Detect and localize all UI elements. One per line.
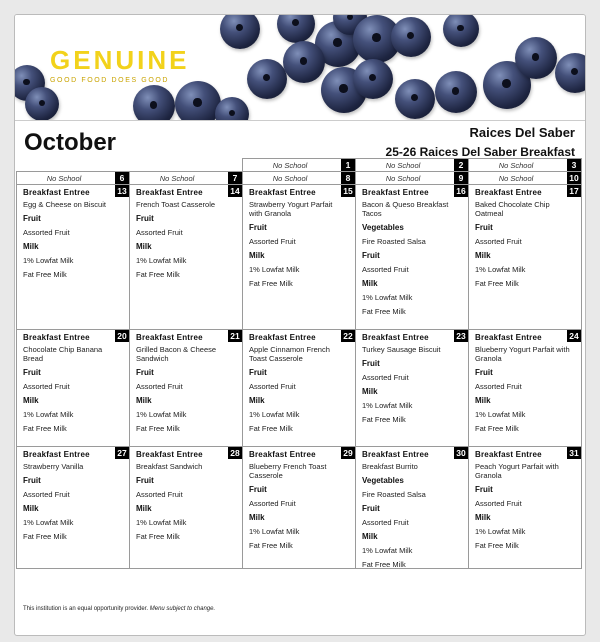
- day-number: 2: [454, 159, 468, 171]
- entree-heading: Breakfast Entree: [23, 450, 90, 459]
- fruit-heading: Fruit: [136, 368, 154, 377]
- fruit-item: Assorted Fruit: [249, 382, 296, 391]
- week-row: [16, 185, 586, 330]
- no-school-label: No School: [46, 174, 82, 183]
- entree-item: Strawberry Yogurt Parfait with Granola: [249, 200, 333, 218]
- fruit-item: Assorted Fruit: [23, 490, 70, 499]
- day-number: 29: [341, 447, 355, 459]
- milk-heading: Milk: [475, 513, 491, 522]
- day-number: 8: [341, 172, 355, 184]
- milk-item: Fat Free Milk: [136, 424, 180, 433]
- day-number: 28: [228, 447, 242, 459]
- week-row: [16, 447, 586, 569]
- blueberry-image: [395, 79, 435, 119]
- fruit-heading: Fruit: [475, 368, 493, 377]
- day-number: 22: [341, 330, 355, 342]
- no-school-cell: [468, 171, 582, 185]
- entree-item: Turkey Sausage Biscuit: [362, 345, 441, 354]
- milk-item: 1% Lowfat Milk: [362, 401, 413, 410]
- no-school-cell: [468, 158, 582, 172]
- blueberry-image: [435, 71, 477, 113]
- entree-heading: Breakfast Entree: [475, 188, 542, 197]
- entree-heading: Breakfast Entree: [362, 450, 429, 459]
- milk-heading: Milk: [475, 396, 491, 405]
- milk-item: Fat Free Milk: [23, 270, 67, 279]
- fruit-heading: Fruit: [249, 485, 267, 494]
- milk-heading: Milk: [362, 532, 378, 541]
- vegetable-item: Fire Roasted Salsa: [362, 237, 426, 246]
- fruit-item: Assorted Fruit: [362, 265, 409, 274]
- entree-heading: Breakfast Entree: [249, 450, 316, 459]
- fruit-item: Assorted Fruit: [249, 499, 296, 508]
- no-school-label: No School: [272, 174, 308, 183]
- day-number: 31: [567, 447, 581, 459]
- blueberry-image: [555, 53, 585, 93]
- milk-item: Fat Free Milk: [362, 560, 406, 569]
- blueberry-image: [277, 15, 315, 43]
- milk-item: Fat Free Milk: [249, 279, 293, 288]
- fruit-heading: Fruit: [475, 223, 493, 232]
- milk-item: 1% Lowfat Milk: [23, 518, 74, 527]
- milk-item: Fat Free Milk: [362, 307, 406, 316]
- day-number: 17: [567, 185, 581, 197]
- entree-item: Blueberry French Toast Casserole: [249, 462, 327, 480]
- week-row: [16, 330, 586, 447]
- entree-heading: Breakfast Entree: [362, 188, 429, 197]
- blueberry-image: [25, 87, 59, 121]
- entree-heading: Breakfast Entree: [136, 450, 203, 459]
- fruit-item: Assorted Fruit: [475, 382, 522, 391]
- milk-item: Fat Free Milk: [475, 541, 519, 550]
- milk-item: 1% Lowfat Milk: [475, 265, 526, 274]
- milk-heading: Milk: [136, 504, 152, 513]
- day-number: 9: [454, 172, 468, 184]
- fruit-heading: Fruit: [23, 214, 41, 223]
- no-school-label: No School: [385, 161, 421, 170]
- fruit-heading: Fruit: [475, 485, 493, 494]
- milk-heading: Milk: [362, 387, 378, 396]
- empty-cell: [16, 158, 130, 172]
- day-number: 6: [115, 172, 129, 184]
- fruit-heading: Fruit: [23, 368, 41, 377]
- entree-item: Baked Chocolate Chip Oatmeal: [475, 200, 550, 218]
- milk-item: Fat Free Milk: [249, 541, 293, 550]
- banner: [15, 15, 585, 121]
- fruit-heading: Fruit: [136, 476, 154, 485]
- blueberry-image: [391, 17, 431, 57]
- milk-item: Fat Free Milk: [475, 279, 519, 288]
- milk-item: 1% Lowfat Milk: [249, 265, 300, 274]
- milk-heading: Milk: [136, 396, 152, 405]
- milk-item: 1% Lowfat Milk: [362, 546, 413, 555]
- equal-opportunity-statement: This institution is an equal opportunity provider.: [23, 606, 149, 612]
- blueberry-image: [283, 41, 325, 83]
- blueberry-image: [215, 97, 249, 121]
- day-number: 30: [454, 447, 468, 459]
- milk-heading: Milk: [249, 396, 265, 405]
- milk-item: 1% Lowfat Milk: [475, 410, 526, 419]
- milk-item: Fat Free Milk: [136, 532, 180, 541]
- day-number: 1: [341, 159, 355, 171]
- day-number: 21: [228, 330, 242, 342]
- weeks-container: [16, 185, 586, 569]
- milk-item: Fat Free Milk: [475, 424, 519, 433]
- milk-heading: Milk: [249, 513, 265, 522]
- no-school-label: No School: [272, 161, 308, 170]
- fruit-heading: Fruit: [249, 223, 267, 232]
- day-number: 24: [567, 330, 581, 342]
- milk-item: 1% Lowfat Milk: [23, 410, 74, 419]
- no-school-cell: [355, 158, 469, 172]
- fruit-heading: Fruit: [362, 251, 380, 260]
- day-number: 13: [115, 185, 129, 197]
- milk-item: 1% Lowfat Milk: [249, 410, 300, 419]
- no-school-label: No School: [159, 174, 195, 183]
- entree-item: Breakfast Sandwich: [136, 462, 203, 471]
- fruit-item: Assorted Fruit: [362, 373, 409, 382]
- milk-heading: Milk: [362, 279, 378, 288]
- blueberry-image: [443, 15, 479, 47]
- calendar-grid: [16, 159, 586, 569]
- milk-item: 1% Lowfat Milk: [136, 518, 187, 527]
- fruit-item: Assorted Fruit: [475, 237, 522, 246]
- fruit-heading: Fruit: [362, 504, 380, 513]
- entree-heading: Breakfast Entree: [475, 333, 542, 342]
- entree-item: Chocolate Chip Banana Bread: [23, 345, 103, 363]
- menu-change-note: Menu subject to change.: [149, 606, 216, 612]
- day-number: 23: [454, 330, 468, 342]
- milk-item: Fat Free Milk: [136, 270, 180, 279]
- day-cell: [242, 184, 356, 330]
- entree-heading: Breakfast Entree: [249, 333, 316, 342]
- fruit-item: Assorted Fruit: [249, 237, 296, 246]
- entree-heading: Breakfast Entree: [249, 188, 316, 197]
- empty-cell: [129, 158, 243, 172]
- menu-name: 25-26 Raices Del Saber Breakfast: [385, 145, 575, 159]
- milk-heading: Milk: [475, 251, 491, 260]
- milk-item: 1% Lowfat Milk: [249, 527, 300, 536]
- day-cell: [242, 446, 356, 569]
- milk-item: 1% Lowfat Milk: [23, 256, 74, 265]
- milk-heading: Milk: [249, 251, 265, 260]
- day-number: 27: [115, 447, 129, 459]
- day-cell: [16, 184, 130, 330]
- no-school-cell: [16, 171, 130, 185]
- day-cell: [355, 446, 469, 569]
- blueberry-image: [353, 59, 393, 99]
- day-number: 16: [454, 185, 468, 197]
- day-number: 14: [228, 185, 242, 197]
- fruit-heading: Fruit: [362, 359, 380, 368]
- blueberry-image: [220, 15, 260, 49]
- menu-page: [14, 14, 586, 636]
- no-school-label: No School: [498, 161, 534, 170]
- entree-item: Blueberry Yogurt Parfait with Granola: [475, 345, 570, 363]
- entree-heading: Breakfast Entree: [136, 188, 203, 197]
- entree-item: Peach Yogurt Parfait with Granola: [475, 462, 559, 480]
- day-number: 15: [341, 185, 355, 197]
- blueberry-image: [133, 85, 175, 121]
- brand-logo: GENUINE: [50, 45, 190, 75]
- day-cell: [468, 329, 582, 447]
- milk-item: 1% Lowfat Milk: [136, 410, 187, 419]
- fruit-heading: Fruit: [136, 214, 154, 223]
- fruit-heading: Fruit: [249, 368, 267, 377]
- no-school-label: No School: [498, 174, 534, 183]
- footer: [23, 606, 215, 612]
- fruit-item: Assorted Fruit: [136, 490, 183, 499]
- school-name: Raices Del Saber: [469, 125, 575, 140]
- no-school-cell: [242, 171, 356, 185]
- fruit-item: Assorted Fruit: [136, 382, 183, 391]
- milk-item: Fat Free Milk: [23, 532, 67, 541]
- no-school-cell: [242, 158, 356, 172]
- entree-item: Egg & Cheese on Biscuit: [23, 200, 106, 209]
- vegetables-heading: Vegetables: [362, 476, 404, 485]
- entree-item: Bacon & Queso Breakfast Tacos: [362, 200, 449, 218]
- no-school-cell: [129, 171, 243, 185]
- day-cell: [355, 329, 469, 447]
- milk-item: Fat Free Milk: [23, 424, 67, 433]
- no-school-label: No School: [385, 174, 421, 183]
- day-cell: [16, 446, 130, 569]
- milk-item: 1% Lowfat Milk: [362, 293, 413, 302]
- entree-item: Strawberry Vanilla: [23, 462, 84, 471]
- vegetable-item: Fire Roasted Salsa: [362, 490, 426, 499]
- day-cell: [129, 446, 243, 569]
- day-cell: [242, 329, 356, 447]
- day-cell: [468, 446, 582, 569]
- fruit-item: Assorted Fruit: [136, 228, 183, 237]
- entree-heading: Breakfast Entree: [475, 450, 542, 459]
- fruit-item: Assorted Fruit: [23, 228, 70, 237]
- day-cell: [16, 329, 130, 447]
- fruit-item: Assorted Fruit: [23, 382, 70, 391]
- fruit-heading: Fruit: [23, 476, 41, 485]
- entree-heading: Breakfast Entree: [23, 333, 90, 342]
- day-number: 3: [567, 159, 581, 171]
- milk-item: 1% Lowfat Milk: [475, 527, 526, 536]
- entree-heading: Breakfast Entree: [23, 188, 90, 197]
- entree-item: Apple Cinnamon French Toast Casserole: [249, 345, 330, 363]
- month-title: October: [24, 129, 117, 156]
- milk-item: 1% Lowfat Milk: [136, 256, 187, 265]
- vegetables-heading: Vegetables: [362, 223, 404, 232]
- day-number: 10: [567, 172, 581, 184]
- day-cell: [468, 184, 582, 330]
- fruit-item: Assorted Fruit: [362, 518, 409, 527]
- milk-heading: Milk: [23, 504, 39, 513]
- milk-heading: Milk: [136, 242, 152, 251]
- day-number: 20: [115, 330, 129, 342]
- entree-item: Grilled Bacon & Cheese Sandwich: [136, 345, 217, 363]
- entree-item: Breakfast Burrito: [362, 462, 418, 471]
- logo: [50, 45, 189, 84]
- milk-item: Fat Free Milk: [362, 415, 406, 424]
- day-cell: [129, 184, 243, 330]
- brand-tagline: GOOD FOOD DOES GOOD: [50, 77, 170, 84]
- day-cell: [129, 329, 243, 447]
- day-cell: [355, 184, 469, 330]
- day-number: 7: [228, 172, 242, 184]
- entree-item: French Toast Casserole: [136, 200, 216, 209]
- milk-heading: Milk: [23, 396, 39, 405]
- entree-heading: Breakfast Entree: [362, 333, 429, 342]
- milk-heading: Milk: [23, 242, 39, 251]
- fruit-item: Assorted Fruit: [475, 499, 522, 508]
- milk-item: Fat Free Milk: [249, 424, 293, 433]
- blueberry-image: [515, 37, 557, 79]
- no-school-cell: [355, 171, 469, 185]
- entree-heading: Breakfast Entree: [136, 333, 203, 342]
- blueberry-image: [247, 59, 287, 99]
